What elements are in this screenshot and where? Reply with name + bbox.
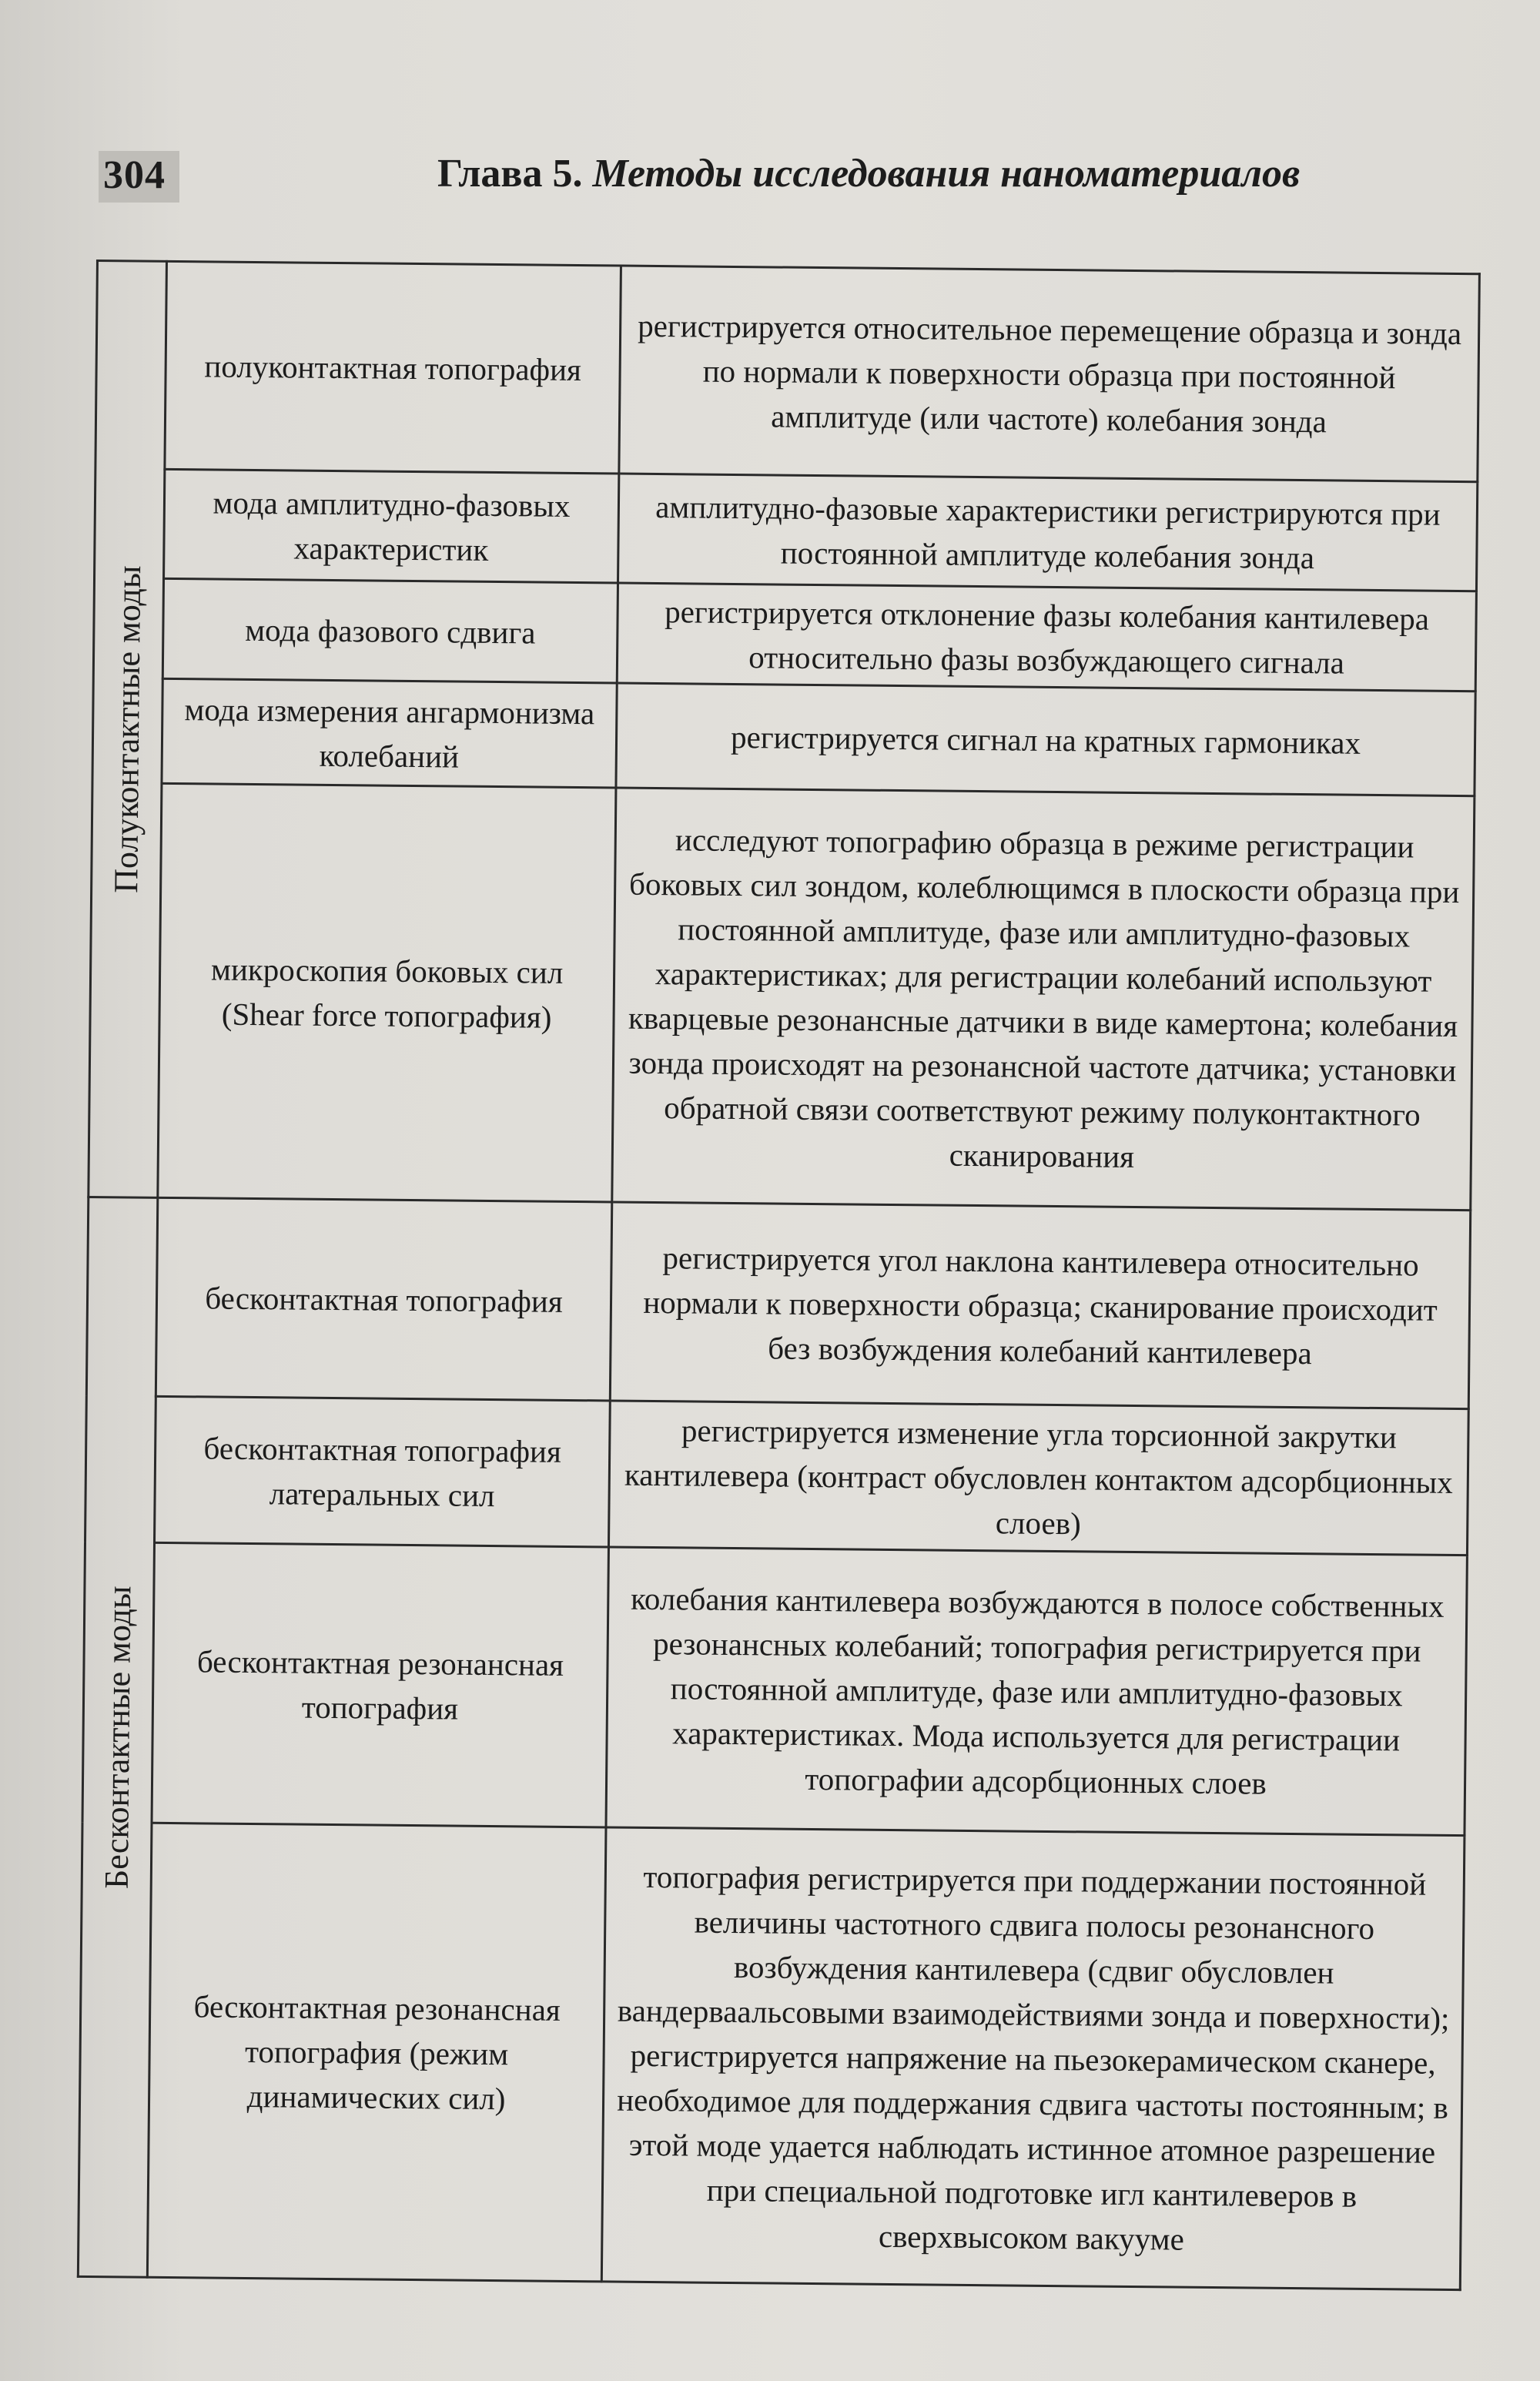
mode-description: амплитудно-фазовые характеристики регистрируются при постоянной амплитуде колебания зонда: [618, 474, 1477, 591]
running-header: [99, 151, 1423, 213]
chapter-name: Методы исследования наноматериалов: [592, 152, 1301, 196]
table-row: [85, 1395, 1469, 1555]
mode-name: бесконтактная резонансная топография: [152, 1542, 608, 1827]
mode-name: полуконтактная топография: [165, 261, 621, 474]
mode-description: топография регистрируется при поддержании постоянной величины частотного сдвига полосы резонансного возбуждения кантилевера (сдвиг обусловлен вандерваальсовыми взаимодействиями зонда и поверхности); регистрируется напряжение на пьезокерамическом сканере, необходимое для поддержания сдвига частоты постоянным; в этой моде удается наблюдать истинное атомное разрешение при специальной подготовке игл кантилеверов в сверхвысоком вакууме: [601, 1827, 1465, 2290]
group-label: Полуконтактные моды: [106, 565, 148, 893]
group-label-cell: [89, 261, 167, 1198]
page-number: 304: [99, 151, 179, 203]
group-label-cell: [78, 1197, 157, 2277]
table-row: [89, 782, 1475, 1210]
table-row: [78, 1822, 1465, 2289]
group-label: Бесконтактные моды: [97, 1585, 138, 1889]
modes-table: [77, 260, 1481, 2291]
mode-name: бесконтактная топография латеральных сил: [155, 1396, 611, 1547]
mode-name: мода амплитудно-фазовых характеристик: [164, 469, 619, 583]
mode-name: бесконтактная топография: [156, 1197, 611, 1401]
mode-description: регистрируется угол наклона кантилевера относительно нормали к поверхности образца; сканирование происходит без возбуждения колебаний кантилевера: [610, 1202, 1470, 1409]
table-row: [86, 1197, 1470, 1408]
table-row: [92, 678, 1475, 795]
table-row: [82, 1542, 1467, 1835]
table-row: [95, 261, 1480, 482]
mode-name: микроскопия боковых сил (Shear force топография): [158, 783, 616, 1202]
mode-description: колебания кантилевера возбуждаются в полосе собственных резонансных колебаний; топография регистрируется при постоянной амплитуде, фазе или амплитудно-фазовых характеристиках. Мода используется для регистрации топографии адсорбционных слоев: [606, 1547, 1467, 1836]
chapter-prefix: Глава 5.: [437, 152, 593, 196]
mode-description: исследуют топографию образца в режиме регистрации боковых сил зондом, колеблющимся в плоскости образца при постоянной амплитуде, фазе или амплитудно-фазовых характеристиках; для регистрации колебаний используют кварцевые резонансные датчики в виде камертона; колебания зонда происходят на резонансной частоте датчика; установки обратной связи соответствуют режиму полуконтактного сканирования: [612, 788, 1475, 1211]
chapter-title: [437, 151, 1300, 196]
mode-name: мода фазового сдвига: [162, 578, 618, 683]
mode-name: мода измерения ангармонизма колебаний: [162, 678, 617, 788]
mode-description: регистрируется относительное перемещение образца и зонда по нормали к поверхности образца при постоянной амплитуде (или частоте) колебания зонда: [619, 266, 1480, 482]
table-row: [93, 578, 1476, 691]
mode-name: бесконтактная резонансная топография (режим динамических сил): [147, 1823, 606, 2282]
table-row: [95, 469, 1478, 591]
mode-description: регистрируется сигнал на кратных гармониках: [616, 683, 1475, 796]
mode-description: регистрируется изменение угла торсионной закрутки кантилевера (контраст обусловлен контактом адсорбционных слоев): [608, 1401, 1468, 1556]
mode-description: регистрируется отклонение фазы колебания кантилевера относительно фазы возбуждающего сигнала: [617, 583, 1476, 692]
